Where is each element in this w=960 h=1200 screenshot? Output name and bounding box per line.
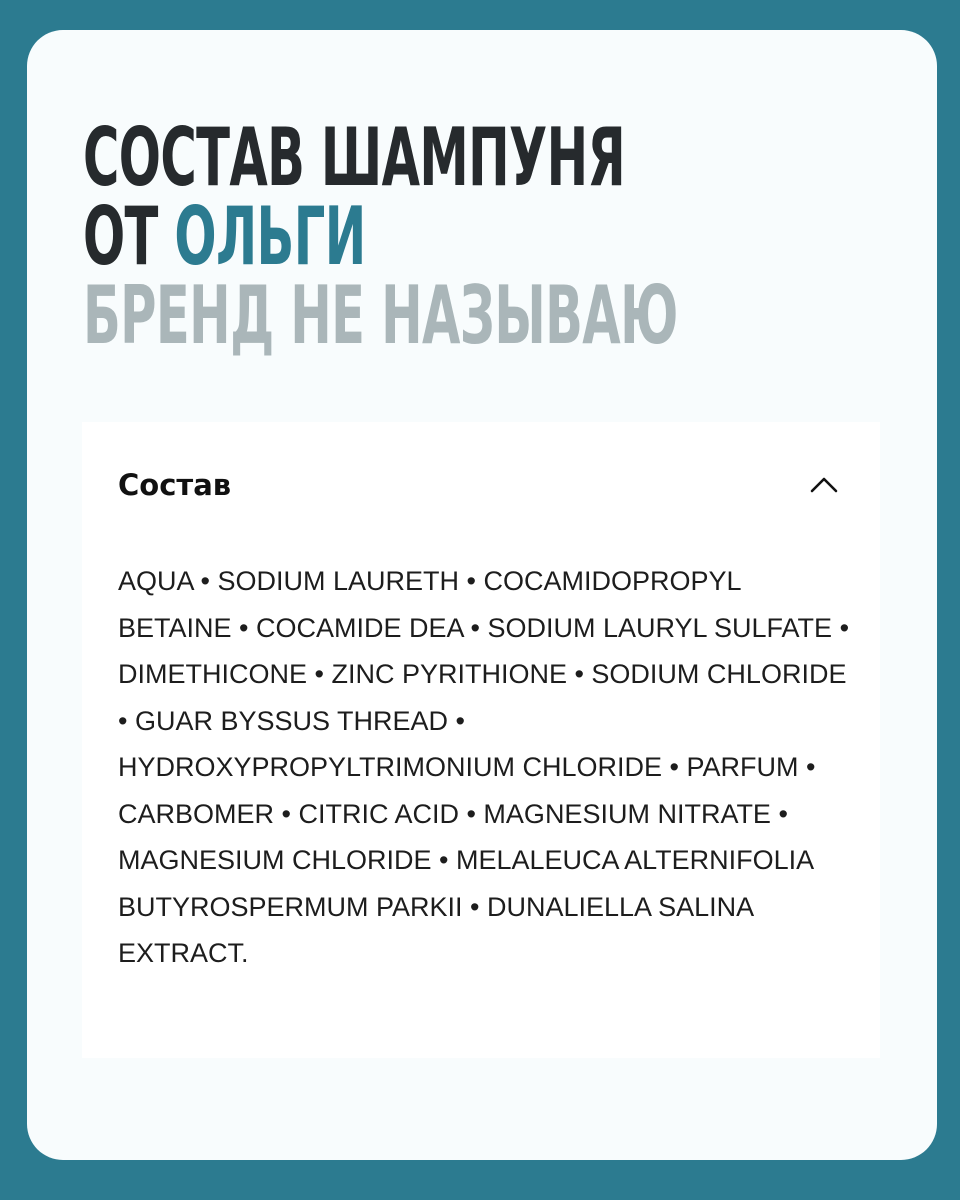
post-card [27,30,937,1160]
headline-line-2-prefix: ОТ [83,190,158,283]
collapse-toggle-button[interactable] [804,465,844,505]
ingredients-list: AQUA • SODIUM LAURETH • COCAMIDOPROPYL BETAINE • COCAMIDE DEA • SODIUM LAURYL SULFATE • DIMETHICONE • ZINC PYRITHIONE • SODIUM CHLORIDE • GUAR BYSSUS THREAD • HYDROXYPROPYLTRIMONIUM CHLORIDE • PARFUM • CARBOMER • CITRIC ACID • MAGNESIUM NITRATE • MAGNESIUM CHLORIDE • MELALEUCA ALTERNIFOLIA BUTYROSPERMUM PARKII • DUNALIELLA SALINA EXTRACT. [118,566,850,968]
ingredients-accordion [82,422,880,1058]
accordion-header[interactable] [118,460,844,510]
chevron-up-icon [809,476,839,494]
headline-line-1: СОСТАВ ШАМПУНЯ [83,111,626,204]
headline-line-2 [83,190,678,283]
headline-line-2-accent: ОЛЬГИ [174,190,366,283]
headline-line-3: БРЕНД НЕ НАЗЫВАЮ [83,269,678,362]
headline [83,111,960,362]
accordion-title: Состав [118,468,232,502]
